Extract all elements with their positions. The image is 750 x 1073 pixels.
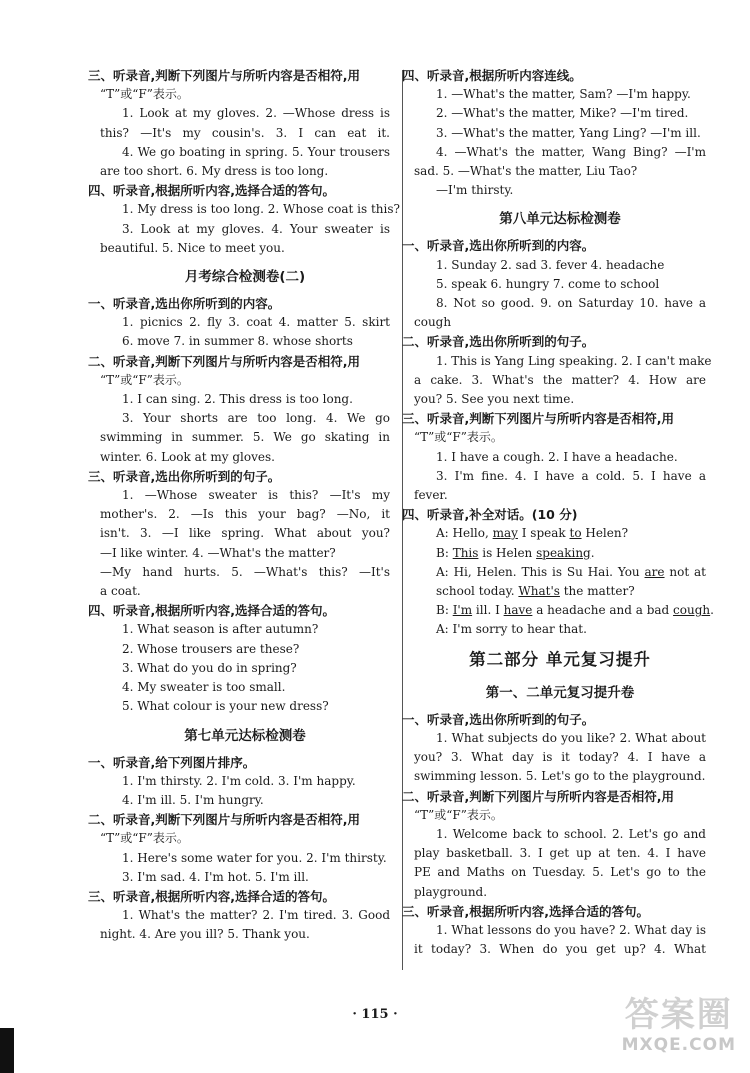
text-line: night. 4. Are you ill? 5. Thank you. (100, 927, 310, 942)
text-line: isn't. 3. —I like spring. What about you? (100, 526, 390, 541)
text-line: 1. Look at my gloves. 2. —Whose dress is (122, 106, 390, 121)
text-line: you? 5. See you next time. (414, 392, 575, 407)
dialogue-line (414, 601, 714, 620)
dialogue-text: school today. (436, 584, 519, 599)
section-heading: 三、听录音,根据所听内容,选择合适的答句。 (402, 903, 649, 919)
text-line: 4. We go boating in spring. 5. Your trousers (122, 144, 390, 159)
text-line: —I'm thirsty. (436, 183, 514, 198)
dialogue-text: not at (664, 564, 706, 579)
text-line: 1. What's the matter? 2. I'm tired. 3. Good (122, 908, 390, 923)
text-line: —I like winter. 4. —What's the matter? (100, 545, 336, 560)
section-heading: 二、听录音,判断下列图片与所听内容是否相符,用 (402, 788, 674, 804)
text-line: 1. Here's some water for you. 2. I'm thirsty. (122, 850, 387, 865)
text-line: “T”或“F”表示。 (414, 430, 503, 445)
filled-blank: What's (518, 584, 560, 599)
text-line: 1. —What's the matter, Sam? —I'm happy. (436, 87, 691, 102)
text-line: 1. My dress is too long. 2. Whose coat is this? (122, 202, 400, 217)
section-heading: 三、听录音,选出你所听到的句子。 (88, 468, 281, 484)
text-line: 1. picnics 2. fly 3. coat 4. matter 5. skirt (122, 315, 390, 330)
dialogue-text: A: Hi, Helen. This is Su Hai. You (436, 564, 645, 579)
text-line: 3. Your shorts are too long. 4. We go (122, 411, 390, 426)
dialogue-line (414, 582, 706, 601)
text-line: 8. Not so good. 9. on Saturday 10. have a (436, 296, 706, 311)
text-line: swimming lesson. 5. Let's go to the playground. (414, 769, 706, 784)
text-line: 3. What do you do in spring? (122, 660, 297, 675)
dialogue-text: B: (436, 545, 453, 560)
text-line: 3. I'm fine. 4. I have a cold. 5. I have a (436, 468, 706, 483)
text-line: fever. (414, 488, 448, 503)
section-heading: 四、听录音,补全对话。(10 分) (402, 507, 578, 523)
watermark-text: 答案圈 (624, 995, 733, 1035)
text-line: are too short. 6. My dress is too long. (100, 164, 329, 179)
text-line: —My hand hurts. 5. —What's this? —It's (100, 564, 390, 579)
watermark-logo (622, 995, 736, 1055)
text-line: 1. —Whose sweater is this? —It's my (122, 488, 390, 503)
section-heading: 一、听录音,选出你所听到的句子。 (402, 711, 595, 727)
filled-blank: are (644, 564, 665, 579)
text-line: this? —It's my cousin's. 3. I can eat it. (100, 125, 390, 140)
text-line: play basketball. 3. I get up at ten. 4. I have (414, 846, 706, 861)
text-line: it today? 3. When do you get up? 4. What (414, 942, 706, 957)
text-line: swimming in summer. 5. We go skating in (100, 430, 390, 445)
filled-blank: cough (673, 603, 711, 618)
section-heading: 四、听录音,根据所听内容连线。 (402, 68, 582, 83)
text-line: 5. speak 6. hungry 7. come to school (436, 276, 660, 291)
text-line: mother's. 2. —Is this your bag? —No, it (100, 507, 390, 522)
text-line: 1. I'm thirsty. 2. I'm cold. 3. I'm happy. (122, 773, 356, 788)
text-line: a cake. 3. What's the matter? 4. How are (414, 372, 706, 387)
dialogue-text: . (710, 603, 714, 618)
dialogue-text: the matter? (559, 584, 635, 599)
right-column (402, 66, 714, 959)
text-line: 4. My sweater is too small. (122, 680, 286, 695)
section-heading: 四、听录音,根据所听内容,选择合适的答句。 (88, 603, 335, 619)
text-line: A: I'm sorry to hear that. (436, 622, 587, 637)
test-title: 月考综合检测卷(二) (184, 269, 306, 286)
filled-blank: to (569, 526, 582, 541)
section-heading: 二、听录音,判断下列图片与所听内容是否相符,用 (88, 353, 360, 369)
text-line: cough (414, 315, 452, 330)
text-line: 1. What subjects do you like? 2. What about (436, 730, 706, 745)
text-line: 1. Welcome back to school. 2. Let's go and (436, 826, 706, 841)
section-heading: 一、听录音,选出你所听到的内容。 (88, 296, 281, 312)
text-line: you? 3. What day is it today? 4. I have a (414, 750, 706, 765)
section-heading: 四、听录音,根据所听内容,选择合适的答句。 (88, 183, 335, 199)
dialogue-text: a headache and a bad (532, 603, 674, 618)
text-line: 4. I'm ill. 5. I'm hungry. (122, 792, 264, 807)
dialogue-text: I speak (517, 526, 570, 541)
section-heading: 三、听录音,根据所听内容,选择合适的答句。 (88, 888, 335, 904)
section-heading: 一、听录音,给下列图片排序。 (88, 754, 256, 770)
dialogue-line (414, 563, 706, 582)
text-line: 6. move 7. in summer 8. whose shorts (122, 334, 353, 349)
text-line: 1. I can sing. 2. This dress is too long. (122, 392, 353, 407)
dialogue-line (414, 544, 706, 563)
test-title: 第一、二单元复习提升卷 (485, 684, 635, 701)
left-column (88, 66, 400, 945)
text-line: “T”或“F”表示。 (414, 807, 503, 822)
section-heading: 三、听录音,判断下列图片与所听内容是否相符,用 (402, 411, 674, 427)
test-title: 第七单元达标检测卷 (184, 727, 306, 744)
text-line: “T”或“F”表示。 (100, 831, 189, 846)
part-title: 第二部分 单元复习提升 (469, 649, 651, 669)
text-line: 3. I'm sad. 4. I'm hot. 5. I'm ill. (122, 869, 309, 884)
page-number: · 115 · (352, 1007, 398, 1022)
test-title: 第八单元达标检测卷 (499, 211, 621, 228)
filled-blank: have (503, 603, 533, 618)
section-heading: 二、听录音,选出你所听到的句子。 (402, 334, 595, 350)
text-line: 3. —What's the matter, Yang Ling? —I'm ill. (436, 125, 701, 140)
filled-blank: may (492, 526, 518, 541)
text-line: 1. What season is after autumn? (122, 622, 319, 637)
filled-blank: I'm (452, 603, 473, 618)
section-heading: 二、听录音,判断下列图片与所听内容是否相符,用 (88, 812, 360, 828)
watermark-url: MXQE.COM (621, 1035, 736, 1055)
dialogue-text: B: (436, 603, 453, 618)
text-line: 1. This is Yang Ling speaking. 2. I can't make (436, 353, 712, 368)
dialogue-text: Helen? (581, 526, 629, 541)
text-line: 1. I have a cough. 2. I have a headache. (436, 449, 678, 464)
filled-blank: speaking (536, 545, 591, 560)
dialogue-text: is Helen (478, 545, 537, 560)
text-line: 4. —What's the matter, Wang Bing? —I'm (436, 144, 706, 159)
text-line: sad. 5. —What's the matter, Liu Tao? (414, 164, 638, 179)
text-line: 2. Whose trousers are these? (122, 641, 300, 656)
text-line: “T”或“F”表示。 (100, 372, 189, 387)
text-line: beautiful. 5. Nice to meet you. (100, 240, 285, 255)
filled-blank: This (452, 545, 479, 560)
section-heading: 三、听录音,判断下列图片与所听内容是否相符,用 (88, 68, 360, 83)
text-line: PE and Maths on Tuesday. 5. Let's go to the (414, 865, 706, 880)
text-line: “T”或“F”表示。 (100, 87, 189, 102)
text-line: a coat. (100, 584, 141, 599)
text-line: 1. Sunday 2. sad 3. fever 4. headache (436, 257, 665, 272)
text-line: playground. (414, 884, 488, 899)
text-line: 1. What lessons do you have? 2. What day is (436, 922, 706, 937)
text-line: 2. —What's the matter, Mike? —I'm tired. (436, 106, 689, 121)
dialogue-text: . (590, 545, 595, 560)
page-corner-mark (0, 1028, 14, 1073)
text-line: 5. What colour is your new dress? (122, 699, 329, 714)
dialogue-text: A: Hello, (436, 526, 493, 541)
text-line: winter. 6. Look at my gloves. (100, 449, 275, 464)
section-heading: 一、听录音,选出你所听到的内容。 (402, 238, 595, 254)
text-line: 3. Look at my gloves. 4. Your sweater is (122, 221, 390, 236)
dialogue-text: ill. I (472, 603, 504, 618)
dialogue-line (414, 524, 706, 543)
